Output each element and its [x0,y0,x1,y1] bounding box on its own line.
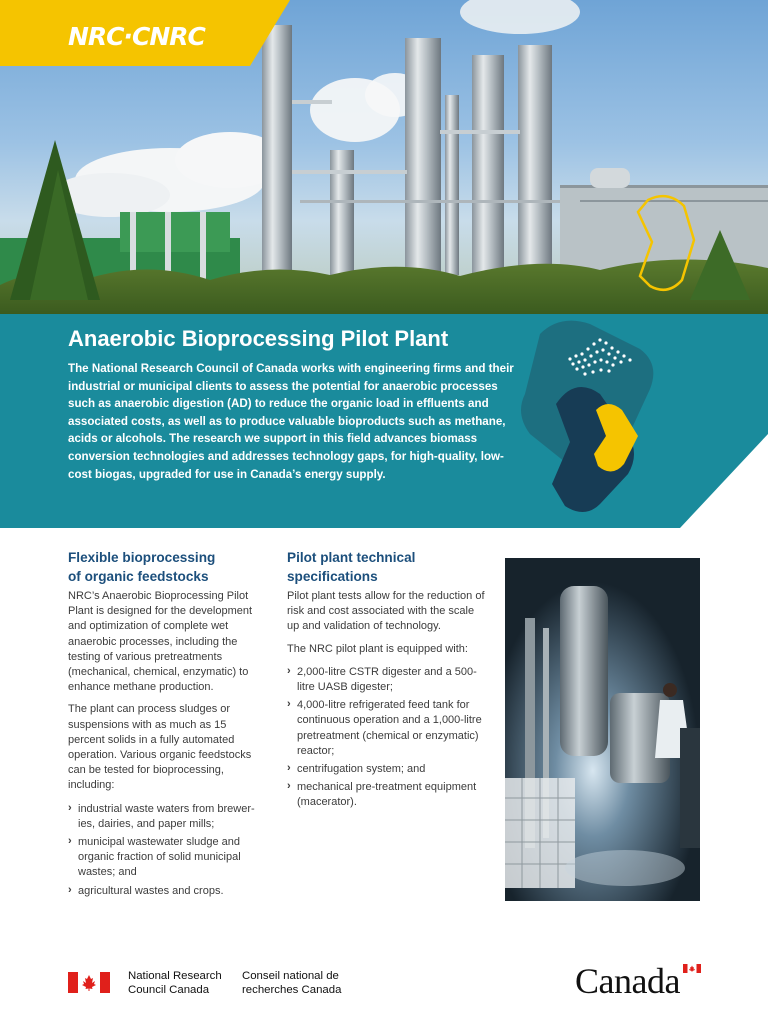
column1-heading-line1: Flexible bioprocessing [68,550,216,565]
list-item: › industrial waste waters from brewer-ies, dairies, and paper mills; [68,802,266,832]
lab-photo [505,558,700,901]
column1-para1: NRC’s Anaerobic Bioprocessing Pilot Plant is designed for the development and optimization of complete wet anaerobic processes, including the testing of various pretreatments (mechanical, chemical, enzymatic) to enhance methane production. [68,590,253,694]
canada-dots-icon [565,334,635,384]
column2-para2: The NRC pilot plant is equipped with: [287,642,468,655]
equipment-list [287,665,485,811]
column2-heading-line1: Pilot plant technical [287,550,416,565]
signature-en-line1: National Research [128,970,222,982]
column1-heading [68,549,215,586]
column1-para2: The plant can process sludges or suspensions with as much as 15 percent solids in a fully automated operation. Various organic feedstocks can be tested for bioprocessing, including: [68,703,252,792]
column2-heading [287,549,415,586]
hero-photo [0,0,768,316]
column2-heading-line2: specifications [287,568,378,584]
column2-para1: Pilot plant tests allow for the reduction of risk and cost associated with the scale up and validation of technology. [287,590,485,633]
signature-french [242,970,341,997]
signature-english [128,970,222,997]
signature-en-line2: Council Canada [128,983,210,996]
wordmark-flag-icon [683,964,701,973]
canada-wordmark: Canada [575,961,680,1001]
column2-body [287,589,485,814]
feedstock-list [68,802,266,899]
list-item: › mechanical pre-treatment equipment (macerator). [287,780,485,810]
list-item: › centrifugation system; and [287,762,485,777]
signature-fr-line2: recherches Canada [242,983,342,996]
column1-heading-line2: of organic feedstocks [68,568,209,584]
list-item: › 2,000-litre CSTR digester and a 500-litre UASB digester; [287,665,485,695]
list-item: › 4,000-litre refrigerated feed tank for continuous operation and a 1,000-litre pretreatment (chemical or enzymatic) reactor; [287,698,485,759]
canada-flag-icon [68,972,110,993]
lab-equipment-illustration [505,558,700,901]
list-item: › agricultural wastes and crops. [68,884,266,899]
column1-body [68,589,266,902]
nrc-logo: NRC·CNRC [68,22,205,51]
page-title: Anaerobic Bioprocessing Pilot Plant [68,326,449,351]
signature-fr-line1: Conseil national de [242,970,339,982]
list-item: › municipal wastewater sludge and organic fraction of solid municipal wastes; and [68,835,266,881]
intro-paragraph: The National Research Council of Canada works with engineering firms and their industrial or municipal clients to assess the potential for anaerobic processes such as anaerobic digestion (AD) to reduce the organic load in effluents and associated costs, as well as to produce valuable bioproducts such as methane, acids or alcohols. The research we support in this field advances biomass conversion technologies and addresses technology gaps, for high-quality, low-cost biogas, upgraded for use in Canada’s energy supply. [68,362,514,481]
